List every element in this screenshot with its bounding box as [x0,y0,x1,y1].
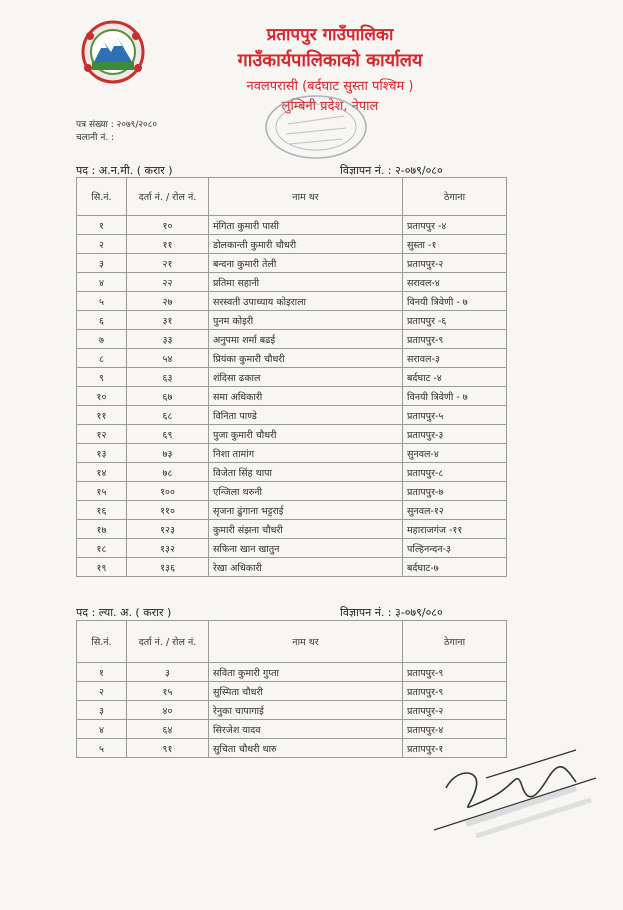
cell-serial: १८ [77,539,127,558]
col-name: नाम थर [209,621,403,663]
col-address: ठेगाना [403,178,507,216]
province-line: लुम्बिनी प्रदेश, नेपाल [281,99,379,114]
cell-serial: १६ [77,501,127,520]
cell-roll: ४० [127,701,209,720]
table-row [77,501,507,520]
cell-roll: ७३ [127,444,209,463]
cell-serial: ८ [77,349,127,368]
table-row [77,720,507,739]
cell-roll: २२ [127,273,209,292]
cell-roll: १० [127,216,209,235]
cell-roll: २७ [127,292,209,311]
cell-roll: १५ [127,682,209,701]
section2-heading [76,605,506,620]
cell-roll: ७८ [127,463,209,482]
cell-name: सफिना खान खातुन [209,539,403,558]
table-row [77,539,507,558]
cell-serial: १ [77,216,127,235]
cell-name: सविता कुमारी गुप्ता [209,663,403,682]
table-row [77,520,507,539]
col-serial: सि.नं. [77,178,127,216]
cell-serial: ३ [77,701,127,720]
cell-address: प्रतापपुर-९ [403,663,507,682]
cell-roll: ६९ [127,425,209,444]
cell-address: प्रतापपुर-२ [403,701,507,720]
cell-address: सरावल-४ [403,273,507,292]
table-row [77,444,507,463]
table-row [77,425,507,444]
post-title: पद : ल्या. अ. ( करार ) [76,606,172,619]
cell-roll: ३१ [127,311,209,330]
nepal-emblem-icon [78,16,148,88]
table-row [77,406,507,425]
cell-name: सुचिता चौधरी थारु [209,739,403,758]
table-row [77,387,507,406]
cell-name: प्रतिमा सहानी [209,273,403,292]
cell-name: डोलकान्ती कुमारी चौधरी [209,235,403,254]
cell-address: प्रतापपुर-८ [403,463,507,482]
cell-address: प्रतापपुर -४ [403,216,507,235]
cell-name: निशा तामांग [209,444,403,463]
cell-name: रेखा अधिकारी [209,558,403,577]
cell-address: विनयी त्रिवेणी - ७ [403,292,507,311]
cell-serial: ७ [77,330,127,349]
cell-serial: ५ [77,292,127,311]
cell-roll: १२३ [127,520,209,539]
letter-number: पत्र संख्या : २०७९/२०८० [76,120,158,130]
cell-roll: ३३ [127,330,209,349]
cell-name: अनुपमा शर्मा बढई [209,330,403,349]
col-address: ठेगाना [403,621,507,663]
cell-address: प्रतापपुर-९ [403,682,507,701]
cell-serial: १ [77,663,127,682]
cell-address: प्रतापपुर-५ [403,406,507,425]
cell-address: प्रतापपुर-३ [403,425,507,444]
cell-roll: २१ [127,254,209,273]
cell-name: सिरजेश यादव [209,720,403,739]
cell-serial: १४ [77,463,127,482]
table-row [77,682,507,701]
cell-roll: ९१ [127,739,209,758]
cell-roll: ६४ [127,720,209,739]
cell-name: एन्जिला थरुनी [209,482,403,501]
cell-serial: ६ [77,311,127,330]
cell-roll: ६८ [127,406,209,425]
cell-serial: १० [77,387,127,406]
cell-address: सुस्ता -१ [403,235,507,254]
cell-serial: १३ [77,444,127,463]
cell-name: सरस्वती उपाध्याय कोइराला [209,292,403,311]
table-row [77,482,507,501]
cell-serial: १२ [77,425,127,444]
cell-name: विजेता सिंह थापा [209,463,403,482]
cell-address: सुनवल-४ [403,444,507,463]
col-roll: दर्ता नं. / रोल नं. [127,178,209,216]
cell-name: प्रियंका कुमारी चौधरी [209,349,403,368]
table-row [77,311,507,330]
cell-address: सरावल-३ [403,349,507,368]
district-line: नवलपरासी (बर्दघाट सुस्ता पश्चिम ) [246,79,414,94]
table-row [77,330,507,349]
cell-serial: ५ [77,739,127,758]
table-row [77,701,507,720]
cell-serial: ११ [77,406,127,425]
table-row [77,368,507,387]
municipality-name: प्रतापपुर गाउँपालिका [266,25,394,45]
cell-address: प्रतापपुर-७ [403,482,507,501]
col-serial: सि.नं. [77,621,127,663]
cell-address: प्रतापपुर-४ [403,720,507,739]
table-row [77,463,507,482]
cell-address: सुनवल-१२ [403,501,507,520]
cell-roll: ६३ [127,368,209,387]
cell-roll: १०० [127,482,209,501]
post-title: पद : अ.न.मी. ( करार ) [76,164,173,177]
cell-roll: १३६ [127,558,209,577]
cell-name: पुजा कुमारी चौधरी [209,425,403,444]
cell-name: कुमारी संझना चौधरी [209,520,403,539]
office-name: गाउँकार्यपालिकाको कार्यालय [237,50,423,71]
cell-address: प्रतापपुर -६ [403,311,507,330]
cell-address: महाराजगंज -११ [403,520,507,539]
cell-serial: २ [77,682,127,701]
cell-name: बन्दना कुमारी तेली [209,254,403,273]
section1-heading [76,163,506,178]
cell-address: प्रतापपुर-९ [403,330,507,349]
cell-roll: ११० [127,501,209,520]
cell-roll: ११ [127,235,209,254]
table-row [77,254,507,273]
candidate-table-1 [76,177,507,577]
table-row [77,663,507,682]
cell-name: शंदिसा ढकाल [209,368,403,387]
cell-name: मंगिता कुमारी पासी [209,216,403,235]
dispatch-number: चलानी नं. : [76,133,115,143]
table-row [77,273,507,292]
table-row [77,292,507,311]
cell-roll: ५४ [127,349,209,368]
col-name: नाम थर [209,178,403,216]
cell-name: पुनम कोइरी [209,311,403,330]
cell-roll: १३२ [127,539,209,558]
cell-address: प्रतापपुर-२ [403,254,507,273]
cell-roll: ६७ [127,387,209,406]
table-row [77,558,507,577]
cell-name: विनिता पाण्डे [209,406,403,425]
table-row [77,216,507,235]
cell-serial: १९ [77,558,127,577]
cell-serial: ४ [77,273,127,292]
cell-address: प्रतापपुर-१ [403,739,507,758]
advertisement-number: विज्ञापन नं. : ३-०७९/०८० [340,606,443,619]
cell-name: समा अधिकारी [209,387,403,406]
cell-address: विनयी त्रिवेणी - ७ [403,387,507,406]
cell-roll: ३ [127,663,209,682]
cell-serial: १५ [77,482,127,501]
cell-address: पल्हिनन्दन-३ [403,539,507,558]
cell-serial: ९ [77,368,127,387]
cell-serial: ३ [77,254,127,273]
table-row [77,349,507,368]
signature-icon [426,738,604,838]
cell-serial: १७ [77,520,127,539]
cell-serial: ४ [77,720,127,739]
cell-name: सृजना ढुंगाना भट्टराई [209,501,403,520]
office-stamp-icon [262,92,370,162]
col-roll: दर्ता नं. / रोल नं. [127,621,209,663]
cell-address: बर्दघाट-७ [403,558,507,577]
table-row [77,235,507,254]
cell-serial: २ [77,235,127,254]
cell-address: बर्दघाट -४ [403,368,507,387]
advertisement-number: विज्ञापन नं. : २-०७९/०८० [340,164,443,177]
cell-name: सुस्मिता चौधरी [209,682,403,701]
cell-name: रेनुका चापागाई [209,701,403,720]
